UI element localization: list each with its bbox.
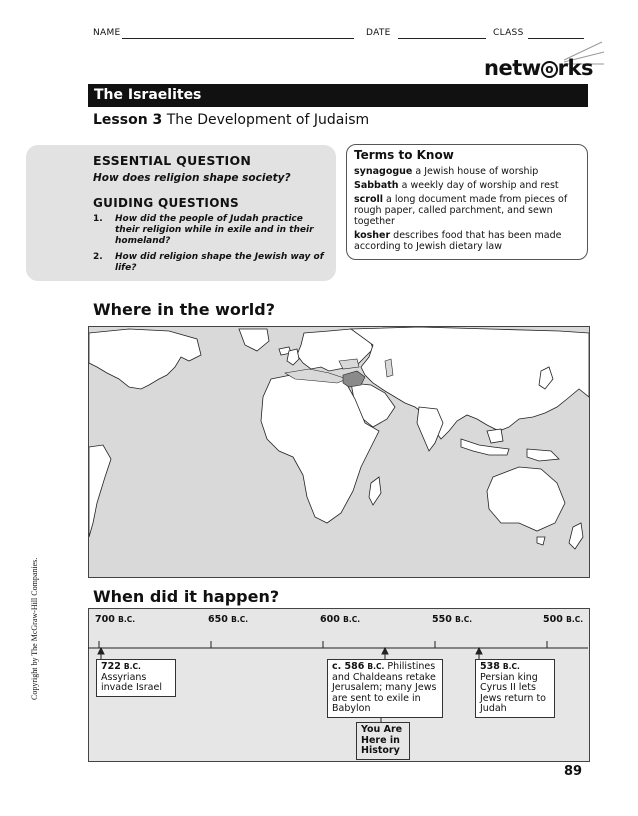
page-number: 89 [564, 764, 583, 779]
tick-label-650: 650 B.C. [208, 614, 249, 625]
networks-logo: netw o rks [484, 56, 593, 80]
tick-label-700: 700 B.C. [95, 614, 136, 625]
copyright-notice: Copyright by The McGraw-Hill Companies. [30, 557, 39, 700]
unit-title-band [88, 84, 588, 107]
new-guinea-shape [527, 449, 559, 461]
world-map [88, 326, 590, 578]
greenland-shape [239, 329, 269, 351]
britain-shape [287, 349, 299, 365]
class-line[interactable] [528, 38, 584, 39]
essential-question-text: How does religion shape society? [93, 172, 291, 184]
asia-shape [351, 327, 589, 439]
borneo-shape [487, 429, 503, 443]
south-america-shape [89, 445, 111, 537]
event-722: 722 B.C. Assyrians invade Israel [96, 659, 176, 697]
australia-shape [487, 467, 565, 531]
name-line[interactable] [122, 38, 354, 39]
event-538: 538 B.C. Persian king Cyrus II lets Jews return to Judah [475, 659, 555, 718]
lesson-heading: Lesson 3 The Development of Judaism [93, 112, 370, 128]
when-title: When did it happen? [93, 587, 280, 606]
new-zealand-shape [569, 523, 583, 549]
guiding-question-2: 2. How did religion shape the Jewish way of life? [93, 252, 324, 273]
terms-title: Terms to Know [354, 148, 454, 162]
class-label: CLASS [493, 28, 524, 38]
term-scroll: scroll a long document made from pieces of rough paper, called parchment, and sewn together [354, 194, 568, 227]
term-kosher: kosher describes food that has been made according to Jewish dietary law [354, 230, 562, 252]
you-are-here-box: You Are Here in History [356, 722, 410, 760]
india-shape [417, 407, 443, 451]
world-map-svg [89, 327, 589, 577]
event-586: c. 586 B.C. Philistines and Chaldeans retake Jerusalem; many Jews are sent to exile in Babylon [327, 659, 443, 718]
tick-label-550: 550 B.C. [432, 614, 473, 625]
where-title: Where in the world? [93, 300, 275, 319]
tasmania-shape [537, 537, 545, 545]
term-synagogue: synagogue a Jewish house of worship [354, 166, 539, 177]
term-sabbath: Sabbath a weekly day of worship and rest [354, 180, 559, 191]
date-label: DATE [366, 28, 391, 38]
date-line[interactable] [398, 38, 486, 39]
unit-title: The Israelites [94, 87, 202, 103]
north-america-shape [89, 329, 201, 389]
guiding-question-1: 1. How did the people of Judah practice their religion while in exile and in their homeland? [93, 214, 314, 246]
tick-label-600: 600 B.C. [320, 614, 361, 625]
name-label: NAME [93, 28, 121, 38]
madagascar-shape [369, 477, 381, 505]
guiding-questions-title: GUIDING QUESTIONS [93, 196, 239, 210]
black-sea [339, 359, 359, 369]
tick-label-500: 500 B.C. [543, 614, 584, 625]
essential-question-title: ESSENTIAL QUESTION [93, 153, 252, 168]
